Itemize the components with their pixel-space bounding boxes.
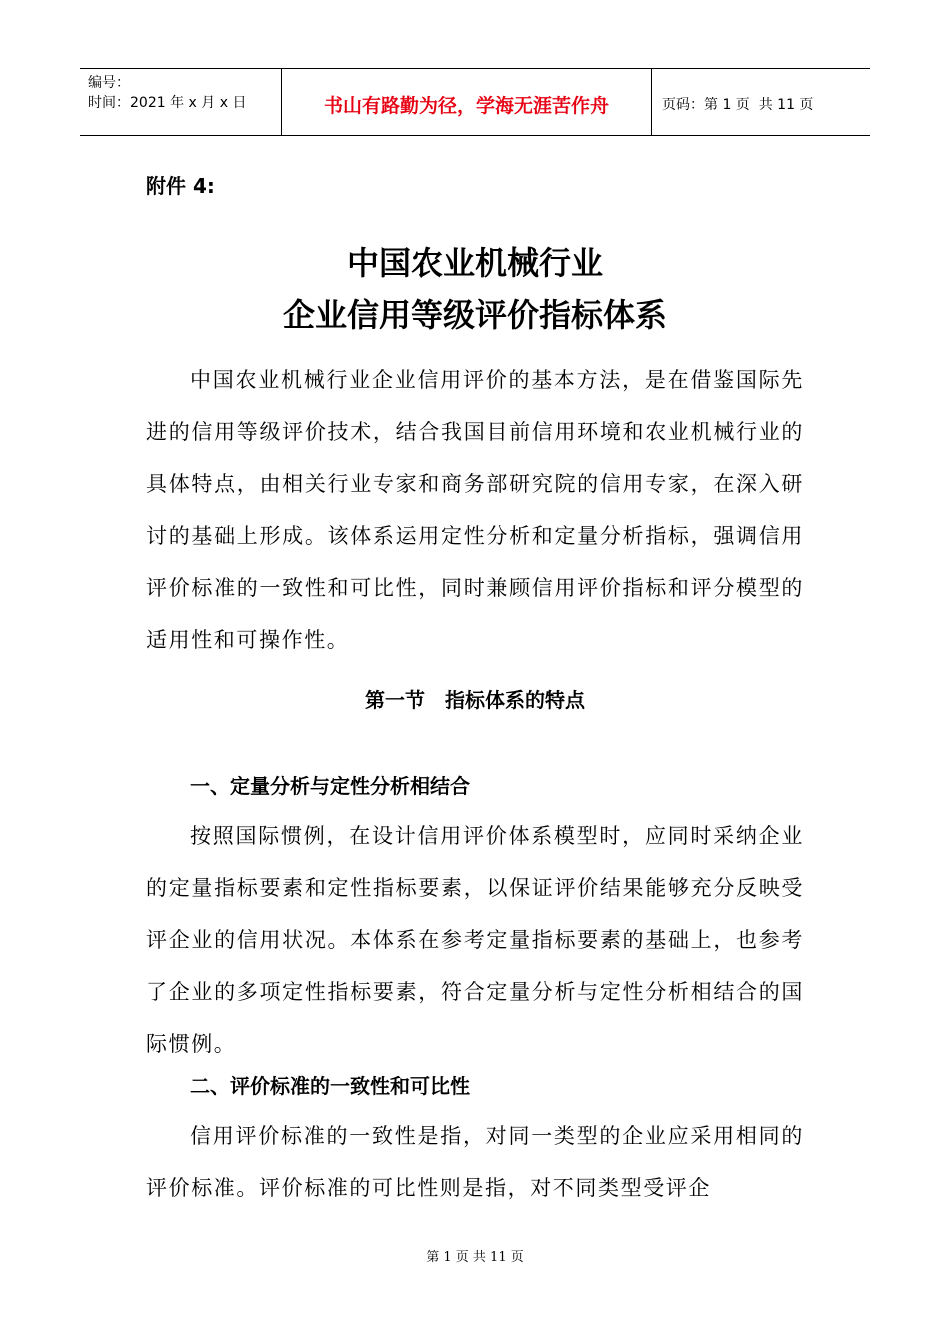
subsection-paragraph-2: 信用评价标准的一致性是指，对同一类型的企业应采用相同的评价标准。评价标准的可比性则是指，对不同类型受评企 bbox=[146, 1124, 804, 1200]
attachment-label: 附件 4: bbox=[146, 174, 215, 198]
intro-paragraph: 中国农业机械行业企业信用评价的基本方法，是在借鉴国际先进的信用等级评价技术，结合我国目前信用环境和农业机械行业的具体特点，由相关行业专家和商务部研究院的信用专家，在深入研讨的基础上形成。该体系运用定性分析和定量分析指标，强调信用评价标准的一致性和可比性，同时兼顾信用评价指标和评分模型的适用性和可操作性。 bbox=[146, 368, 804, 652]
subsection-paragraph-1: 按照国际惯例，在设计信用评价体系模型时，应同时采纳企业的定量指标要素和定性指标要素，以保证评价结果能够充分反映受评企业的信用状况。本体系在参考定量指标要素的基础上，也参考了企业的多项定性指标要素，符合定量分析与定性分析相结合的国际惯例。 bbox=[146, 824, 804, 1056]
subsection-heading-2: 二、评价标准的一致性和可比性 bbox=[190, 1074, 470, 1098]
page-footer: 第 1 页 共 11 页 bbox=[426, 1250, 524, 1265]
time-label: 时间：2021 年 x 月 x 日 bbox=[88, 95, 247, 111]
document-title-line2: 企业信用等级评价指标体系 bbox=[282, 296, 667, 334]
document-title-line1: 中国农业机械行业 bbox=[346, 244, 603, 282]
page-info-text: 页码：第 1 页 共 11 页 bbox=[662, 97, 814, 113]
number-label: 编号： bbox=[88, 75, 130, 91]
section-heading: 第一节 指标体系的特点 bbox=[365, 688, 585, 712]
subsection-heading-1: 一、定量分析与定性分析相结合 bbox=[190, 774, 470, 798]
header-meta bbox=[80, 69, 282, 135]
header-page-info bbox=[652, 69, 870, 135]
document-header bbox=[80, 68, 870, 136]
header-motto: 书山有路勤为径，学海无涯苦作舟 bbox=[282, 69, 652, 135]
